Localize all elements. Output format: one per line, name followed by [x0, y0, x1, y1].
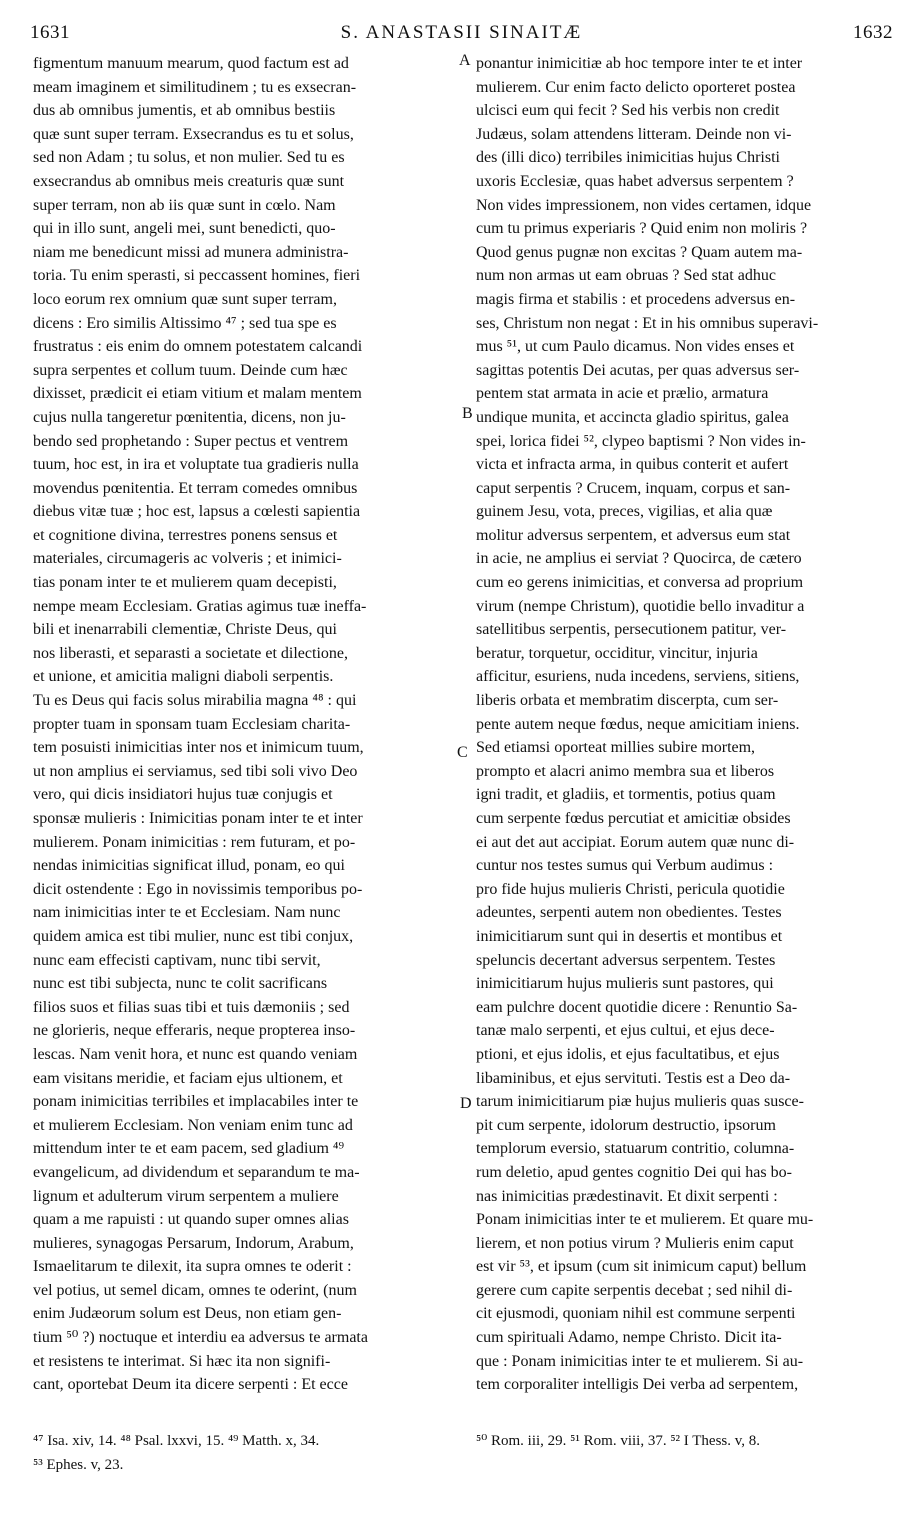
text-line: pro fide hujus mulieris Christi, pericula quotidie	[476, 880, 785, 898]
right-page-number: 1632	[853, 22, 893, 43]
text-line: igni tradit, et gladiis, et tormentis, potius quam	[476, 786, 776, 804]
text-line: mulierem. Ponam inimicitias : rem futuram, et po-	[33, 833, 356, 851]
footnotes-left	[33, 1432, 463, 1479]
text-line: num non armas ut eam obruas ? Sed stat adhuc	[476, 267, 776, 285]
text-line: satellitibus serpentis, persecutionem patitur, ver-	[476, 621, 787, 639]
running-title: S. ANASTASII SINAITÆ	[340, 22, 583, 43]
text-line: nam inimicitias inter te et Ecclesiam. Nam nunc	[33, 904, 341, 922]
text-line: vero, qui dicis insidiatori hujus tuæ conjugis et	[33, 786, 333, 804]
text-line: Ismaelitarum te dilexit, ita supra omnes te oderit :	[33, 1258, 352, 1276]
text-line: ptioni, et ejus idolis, et ejus facultatibus, et ejus	[476, 1045, 780, 1063]
text-line: in acie, ne amplius ei serviat ? Quocirca, de cætero	[476, 550, 802, 568]
text-line: dixisset, prædicit ei etiam vitium et malam mentem	[33, 385, 362, 403]
text-line: cum eo gerens inimicitias, et conversa ad proprium	[476, 574, 804, 592]
text-line: lignum et adulterum virum serpentem a muliere	[33, 1187, 339, 1205]
left-column	[33, 52, 453, 1397]
text-line: Sed etiamsi oporteat millies subire mortem,	[476, 739, 756, 757]
text-line: cum tu primus experiaris ? Quid enim non moliris ?	[476, 220, 808, 238]
text-line: ponantur inimicitiæ ab hoc tempore inter te et inter	[476, 55, 803, 72]
text-line: magis firma et stabilis : et procedens adversus en-	[476, 290, 796, 308]
text-line: et cognitione divina, terrestres ponens sensus et	[33, 526, 338, 544]
text-line: lescas. Nam venit hora, et nunc est quando veniam	[33, 1045, 358, 1063]
text-line: exsecrandus ab omnibus meis creaturis quæ sunt	[33, 172, 345, 190]
text-line: tem posuisti inimicitias inter nos et inimicum tuum,	[33, 739, 364, 757]
text-line: meam imaginem et similitudinem ; tu es exsecran-	[33, 78, 357, 96]
text-line: ut non amplius ei serviamus, sed tibi soli vivo Deo	[33, 762, 358, 780]
text-line: supra serpentes et collum tuum. Deinde cum hæc	[33, 361, 348, 379]
text-line: et resistens te interimat. Si hæc ita non signifi-	[33, 1352, 331, 1370]
text-line: quidem amica est tibi mulier, nunc est tibi conjux,	[33, 927, 354, 945]
text-line: tias ponam inter te et mulierem quam decepisti,	[33, 574, 337, 592]
text-line: afficitur, esuriens, nuda incedens, serviens, sitiens,	[476, 668, 800, 686]
text-line: Judæus, solam attendens litteram. Deinde non vi-	[476, 125, 792, 143]
text-line: toria. Tu enim sperasti, si peccassent homines, fieri	[33, 267, 361, 285]
text-line: super terram, non ab iis quæ sunt in cœlo. Nam	[33, 196, 336, 214]
text-line: loco eorum rex omnium quæ sunt super terram,	[33, 290, 337, 308]
text-line: libaminibus, et ejus servituti. Testis est a Deo da-	[476, 1069, 791, 1087]
text-line: materiales, circumageris ac volveris ; et inimici-	[33, 550, 342, 568]
text-line: tem corporaliter intelligis Dei verba ad serpentem,	[476, 1376, 799, 1394]
text-line: dicit ostendente : Ego in novissimis temporibus po-	[33, 880, 363, 898]
text-line: nos liberasti, et separasti a societate et dilectione,	[33, 644, 348, 662]
text-line: est vir ⁵³, et ipsum (cum sit inimicum caput) bellum	[476, 1258, 807, 1276]
text-line: liberis orbata et membratim discerpta, cum ser-	[476, 692, 779, 710]
text-line: ne glorieris, neque efferaris, neque propterea inso-	[33, 1022, 356, 1040]
text-line: inimicitiarum hujus mulieris sunt pastores, qui	[476, 975, 774, 993]
text-line: sponsæ mulieris : Inimicitias ponam inter te et inter	[33, 810, 363, 827]
text-line: tium ⁵⁰ ?) noctuque et interdiu ea adversus te armata	[33, 1329, 368, 1347]
text-line: dicens : Ero similis Altissimo ⁴⁷ ; sed tua spe es	[33, 314, 337, 332]
text-line: tanæ malo serpenti, et ejus cultui, et ejus dece-	[476, 1022, 775, 1040]
text-line: ulcisci eum qui fecit ? Sed his verbis non credit	[476, 102, 780, 120]
text-line: et mulierem Ecclesiam. Non veniam enim tunc ad	[33, 1116, 353, 1134]
text-line: lierem, et non potius virum ? Mulieris enim caput	[476, 1234, 794, 1252]
margin-letter-b: B	[462, 405, 473, 422]
left-page-number: 1631	[30, 22, 70, 43]
text-line: evangelicum, ad dividendum et separandum te ma-	[33, 1163, 360, 1181]
text-line: victa et infracta arma, in quibus conterit et aufert	[476, 456, 789, 474]
text-line: pit cum serpente, idolorum destructio, ipsorum	[476, 1116, 776, 1134]
text-line: des (illi dico) terribiles inimicitias hujus Christi	[476, 149, 780, 167]
text-line: caput serpentis ? Crucem, inquam, corpus et san-	[476, 479, 791, 497]
text-line: nempe meam Ecclesiam. Gratias agimus tuæ ineffa-	[33, 597, 367, 615]
text-line: pentem stat armata in acie et prælio, armatura	[476, 385, 769, 403]
text-line: mulieres, synagogas Persarum, Indorum, Arabum,	[33, 1234, 354, 1252]
footnotes-right	[476, 1432, 889, 1456]
text-line: guinem Jesu, vota, preces, vigilias, et alia quæ	[476, 503, 773, 521]
text-line: eam pulchre docent quotidie dicere : Renuntio Sa-	[476, 998, 798, 1016]
text-line: bili et inenarrabili clementiæ, Christe Deus, qui	[33, 621, 337, 639]
text-line: prompto et alacri animo membra sua et liberos	[476, 762, 775, 780]
margin-letter-d: D	[460, 1095, 472, 1112]
footnote-line: ⁵³ Ephes. v, 23.	[33, 1456, 124, 1473]
right-column	[476, 52, 889, 1397]
margin-letter-c: C	[457, 744, 468, 761]
text-line: adeuntes, serpenti autem non obedientes. Testes	[476, 904, 782, 922]
text-line: quam a me rapuisti : ut quando super omnes alias	[33, 1211, 349, 1229]
text-line: tuum, hoc est, in ira et voluptate tua gradieris nulla	[33, 456, 359, 474]
text-line: cum spirituali Adamo, nempe Christo. Dicit ita-	[476, 1329, 782, 1347]
text-line: ses, Christum non negat : Et in his omnibus superavi-	[476, 314, 819, 332]
text-line: ei aut det aut accipiat. Eorum autem quæ nunc di-	[476, 833, 795, 851]
text-line: figmentum manuum mearum, quod factum est ad	[33, 55, 349, 72]
text-line: gerere cum capite serpentis decebat ; sed nihil di-	[476, 1281, 793, 1299]
text-line: tarum inimicitiarum piæ hujus mulieris quas susce-	[476, 1093, 804, 1111]
text-line: que : Ponam inimicitias inter te et mulierem. Si au-	[476, 1352, 804, 1370]
text-line: Tu es Deus qui facis solus mirabilia magna ⁴⁸ : qui	[33, 692, 357, 710]
text-line: propter tuam in sponsam tuam Ecclesiam charita-	[33, 715, 351, 733]
text-line: Ponam inimicitias inter te et mulierem. Et quare mu-	[476, 1211, 814, 1229]
text-line: qui in illo sunt, angeli mei, sunt benedicti, quo-	[33, 220, 336, 238]
text-line: cum serpente fœdus percutiat et amicitiæ obsides	[476, 810, 791, 827]
text-line: Quod genus pugnæ non excitas ? Quam autem ma-	[476, 243, 803, 261]
text-line: nendas inimicitias significat illud, ponam, eo qui	[33, 857, 345, 875]
footnote-line: ⁴⁷ Isa. xiv, 14. ⁴⁸ Psal. lxxvi, 15. ⁴⁹ Matth. x, 34.	[33, 1433, 320, 1449]
footnote-line: ⁵⁰ Rom. iii, 29. ⁵¹ Rom. viii, 37. ⁵² I Thess. v, 8.	[476, 1433, 761, 1449]
text-line: undique munita, et accincta gladio spiritus, galea	[476, 408, 789, 426]
text-line: sed non Adam ; tu solus, et non mulier. Sed tu es	[33, 149, 345, 167]
text-line: mittendum inter te et eam pacem, sed gladium ⁴⁹	[33, 1140, 345, 1158]
text-line: inimicitiarum sunt qui in desertis et montibus et	[476, 927, 783, 945]
text-line: mulierem. Cur enim facto delicto oporteret postea	[476, 78, 796, 96]
text-line: Non vides impressionem, non vides certamen, idque	[476, 196, 812, 214]
text-line: beratur, torquetur, occiditur, vincitur, injuria	[476, 644, 758, 662]
text-line: cant, oportebat Deum ita dicere serpenti : Et ecce	[33, 1376, 348, 1394]
text-line: filios suos et filias suas tibi et tuis dæmoniis ; sed	[33, 998, 350, 1016]
text-line: quæ sunt super terram. Exsecrandus es tu et solus,	[33, 125, 354, 143]
text-line: movendus pœnitentia. Et terram comedes omnibus	[33, 479, 358, 497]
text-line: eam visitans meridie, et faciam ejus ultionem, et	[33, 1069, 343, 1087]
text-line: sagittas potentis Dei acutas, per quas adversus ser-	[476, 361, 800, 379]
text-line: spei, lorica fidei ⁵², clypeo baptismi ? Non vides in-	[476, 432, 806, 450]
text-line: cuntur nos testes sumus qui Verbum audimus :	[476, 857, 774, 875]
text-line: molitur adversus serpentem, et adversus eum stat	[476, 526, 791, 544]
text-line: cit ejusmodi, quoniam nihil est commune serpenti	[476, 1305, 796, 1323]
text-line: speluncis decertant adversus serpentem. Testes	[476, 951, 776, 969]
text-line: pente autem neque fœdus, neque amicitiam iniens.	[476, 715, 800, 733]
text-line: rum deletio, apud gentes cognitio Dei qui has bo-	[476, 1163, 792, 1181]
text-line: enim Judæorum solum est Deus, non etiam gen-	[33, 1305, 342, 1323]
text-line: ponam inimicitias terribiles et implacabiles inter te	[33, 1093, 359, 1111]
text-line: templorum eversio, statuarum contritio, columna-	[476, 1140, 795, 1158]
text-line: et unione, et amicitia maligni diaboli serpentis.	[33, 668, 334, 686]
text-line: vel potius, ut semel dicam, omnes te oderint, (num	[33, 1281, 357, 1299]
text-line: nas inimicitias prædestinavit. Et dixit serpenti :	[476, 1187, 778, 1205]
margin-letter-a: A	[459, 52, 471, 69]
page-header	[30, 22, 893, 52]
text-line: dus ab omnibus jumentis, et ab omnibus bestiis	[33, 102, 336, 120]
text-line: frustratus : eis enim do omnem potestatem calcandi	[33, 338, 363, 356]
text-line: nunc est tibi subjecta, nunc te colit sacrificans	[33, 975, 328, 993]
text-line: mus ⁵¹, ut cum Paulo dicamus. Non vides enses et	[476, 338, 795, 356]
text-line: diebus vitæ tuæ ; hoc est, lapsus a cœlesti sapientia	[33, 503, 361, 521]
text-line: bendo sed prophetando : Super pectus et ventrem	[33, 432, 349, 450]
text-line: nunc eam effecisti captivam, nunc tibi servit,	[33, 951, 321, 969]
text-line: uxoris Ecclesiæ, quas habet adversus serpentem ?	[476, 172, 794, 190]
text-line: niam me benedicunt missi ad munera administra-	[33, 243, 349, 261]
text-line: virum (nempe Christum), quotidie bello invaditur a	[476, 597, 805, 615]
text-line: cujus nulla tangeretur pœnitentia, dicens, non ju-	[33, 408, 346, 426]
